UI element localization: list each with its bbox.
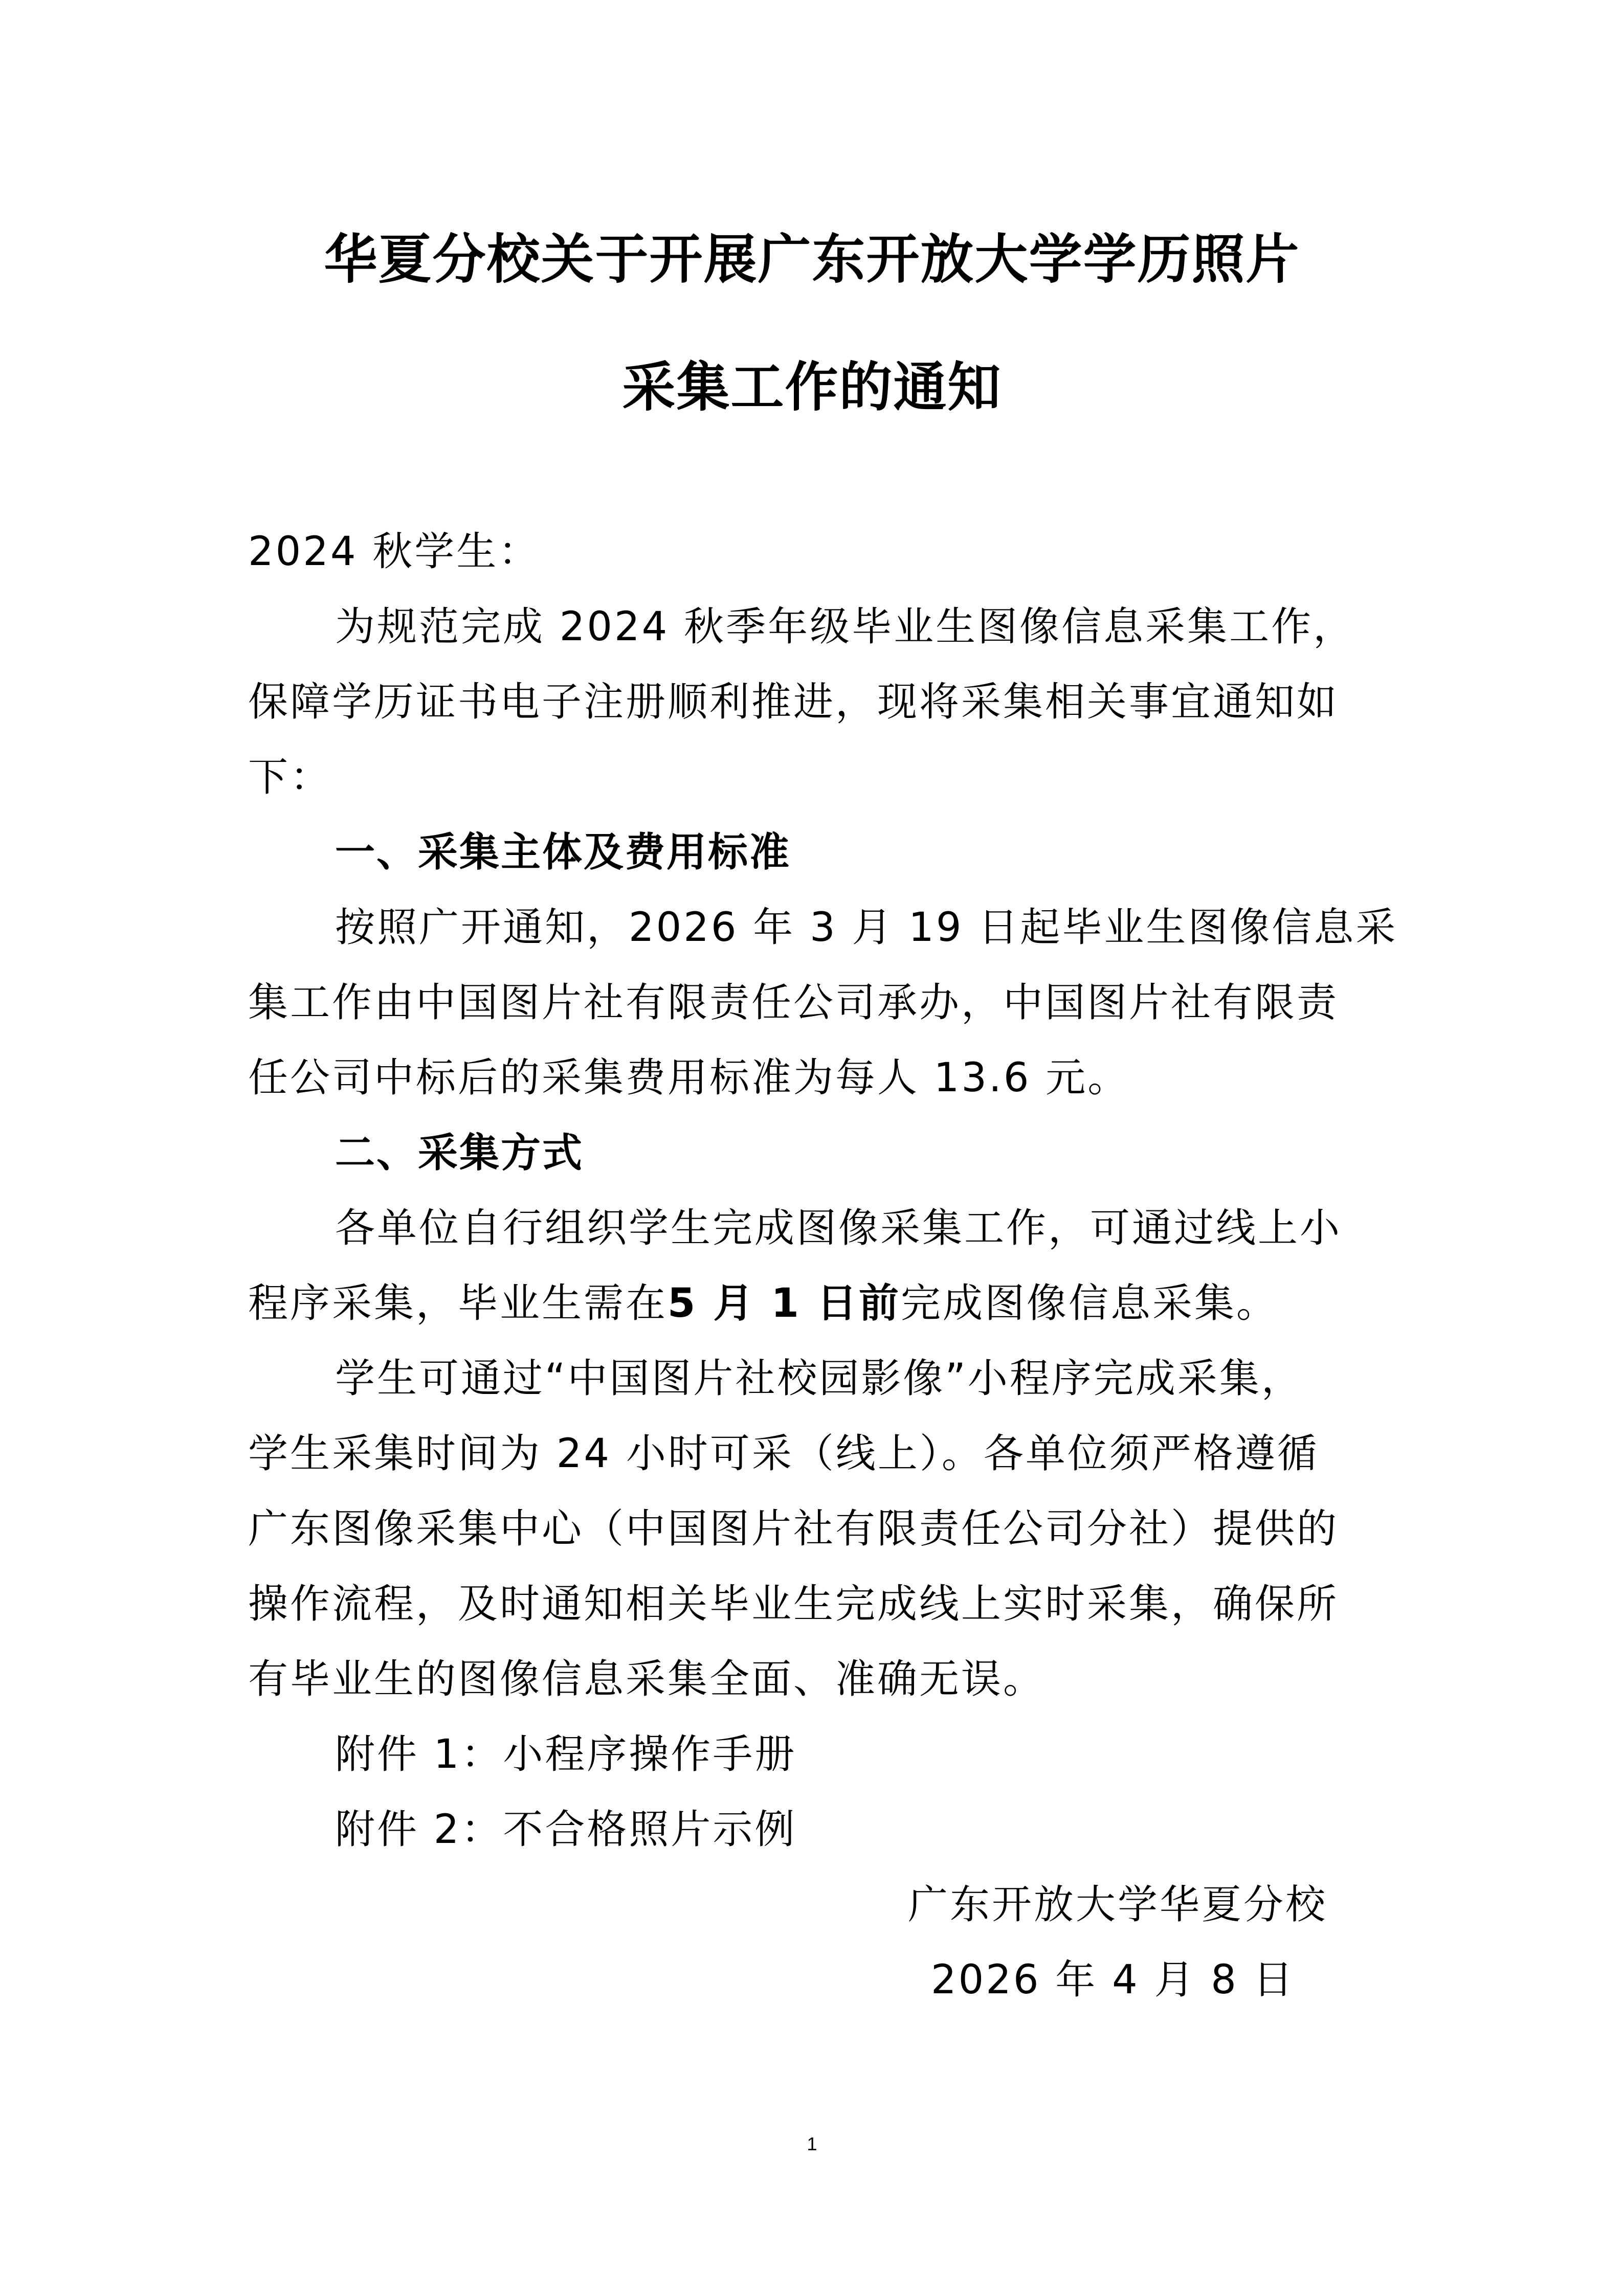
section-2-p2-line-1: 学生可通过“中国图片社校园影像”小程序完成采集， bbox=[335, 1356, 1303, 1402]
document-title-line-2: 采集工作的通知 bbox=[622, 355, 1002, 418]
signature-organization: 广东开放大学华夏分校 bbox=[908, 1882, 1328, 1928]
section-1-line-3: 任公司中标后的采集费用标准为每人 13.6 元。 bbox=[248, 1055, 1130, 1101]
signature-date: 2026 年 4 月 8 日 bbox=[931, 1957, 1295, 2003]
section-1-line-1: 按照广开通知，2026 年 3 月 19 日起毕业生图像信息采 bbox=[335, 905, 1398, 951]
section-2-p1-line-2-post: 完成图像信息采集。 bbox=[901, 1280, 1279, 1326]
section-1-heading: 一、采集主体及费用标准 bbox=[335, 829, 791, 875]
deadline-highlight: 5 月 1 日前 bbox=[668, 1280, 901, 1326]
section-2-p1-line-1: 各单位自行组织学生完成图像采集工作，可通过线上小 bbox=[335, 1205, 1342, 1251]
section-2-p2-line-4: 操作流程，及时通知相关毕业生完成线上实时采集，确保所 bbox=[248, 1581, 1339, 1627]
section-1-line-2: 集工作由中国图片社有限责任公司承办，中国图片社有限责 bbox=[248, 980, 1339, 1026]
section-2-heading: 二、采集方式 bbox=[335, 1130, 584, 1176]
salutation: 2024 秋学生： bbox=[248, 529, 541, 575]
section-2-p2-line-2: 学生采集时间为 24 小时可采（线上）。各单位须严格遵循 bbox=[248, 1431, 1319, 1477]
section-2-p1-line-2-pre: 程序采集，毕业生需在 bbox=[248, 1280, 668, 1326]
section-2-p2-line-5: 有毕业生的图像信息采集全面、准确无误。 bbox=[248, 1656, 1045, 1702]
intro-line-3: 下： bbox=[248, 754, 332, 800]
attachment-2: 附件 2：不合格照片示例 bbox=[335, 1807, 797, 1853]
attachment-1: 附件 1：小程序操作手册 bbox=[335, 1731, 797, 1777]
section-2-p1-line-2 bbox=[248, 1280, 1389, 1326]
page-number: 1 bbox=[807, 2133, 817, 2154]
document-title-line-1: 华夏分校关于开展广东开放大学学历照片 bbox=[324, 228, 1300, 290]
intro-line-1: 为规范完成 2024 秋季年级毕业生图像信息采集工作， bbox=[335, 604, 1355, 650]
section-2-p2-line-3: 广东图像采集中心（中国图片社有限责任公司分社）提供的 bbox=[248, 1506, 1339, 1552]
intro-line-2: 保障学历证书电子注册顺利推进，现将采集相关事宜通知如 bbox=[248, 679, 1339, 725]
